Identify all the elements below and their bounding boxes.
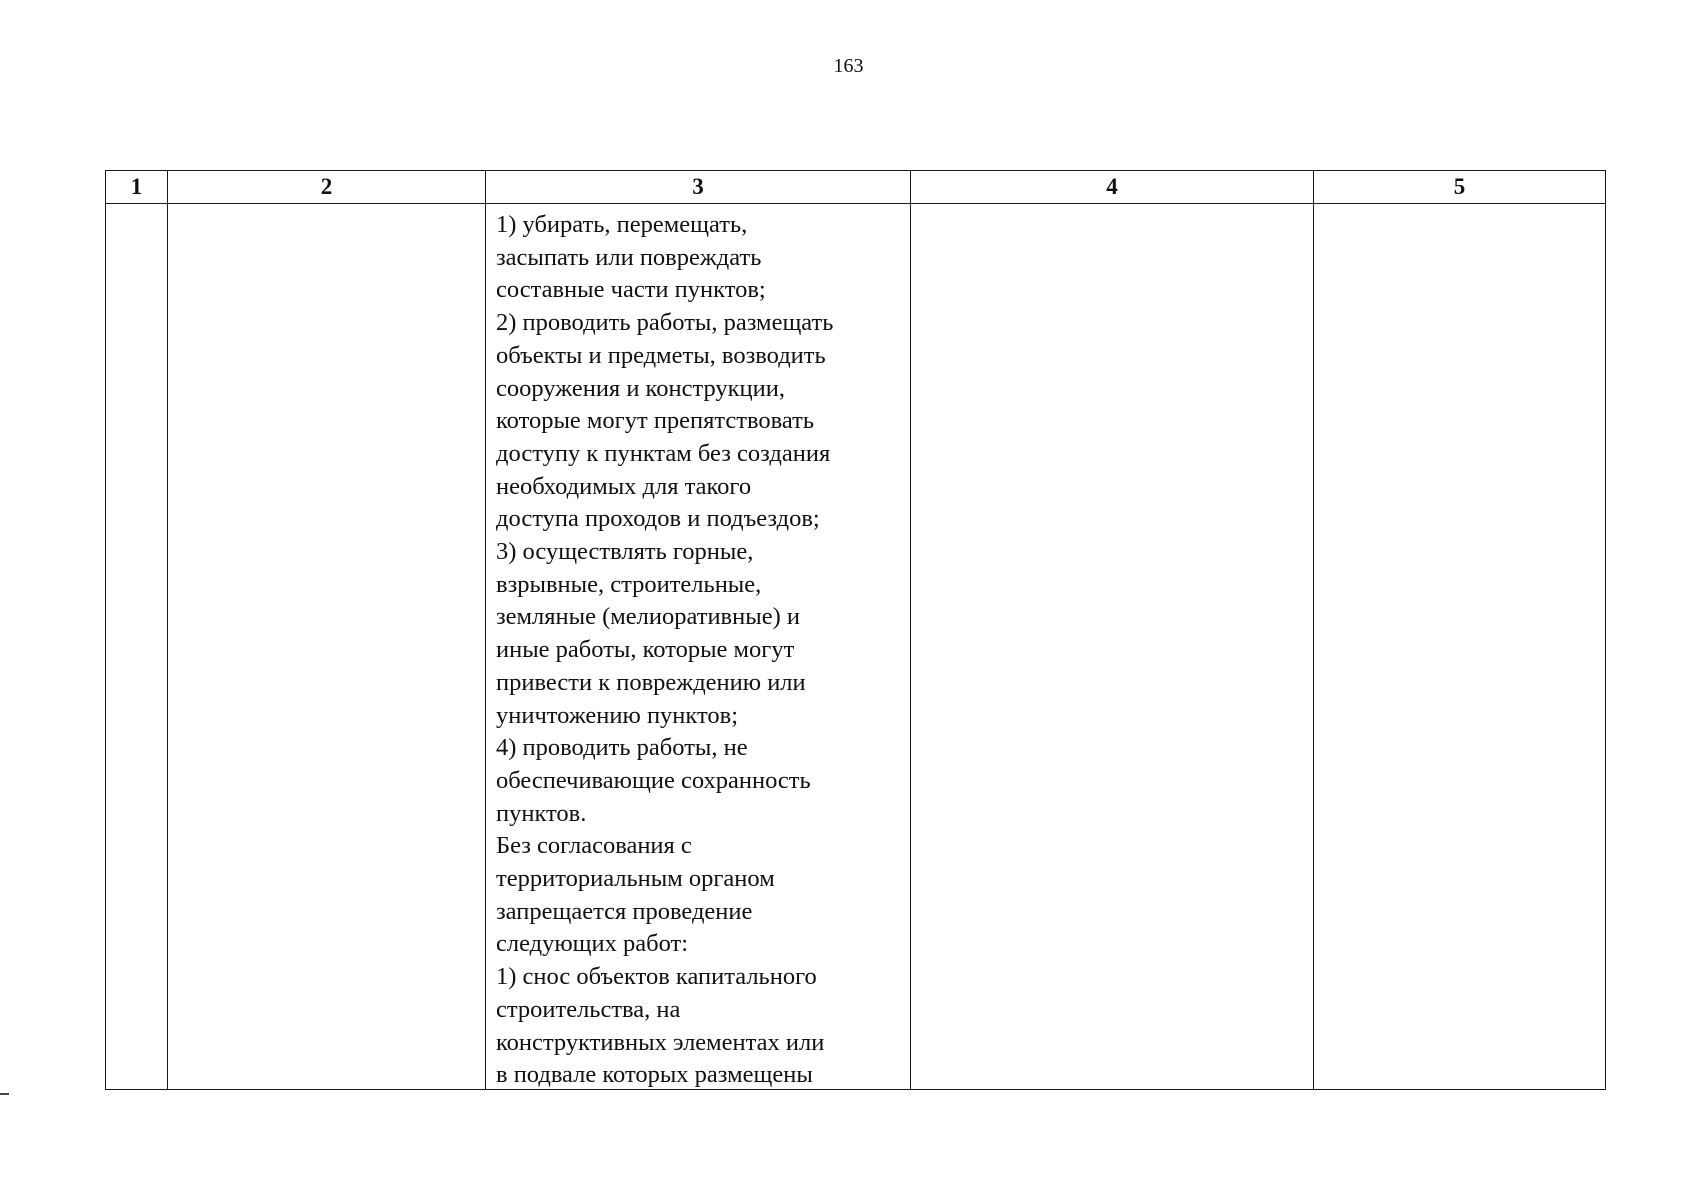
table-cell-col4 [911,204,1314,1090]
table-cell-col5 [1314,204,1606,1090]
text-line: следующих работ: [496,930,689,958]
column-header-1: 1 [106,171,168,204]
restrictions-text [486,204,910,1089]
text-line: конструктивных элементах или [496,1028,825,1056]
text-line: 1) убирать, перемещать, [496,211,748,238]
text-line: запрещается проведение [496,897,753,925]
text-line: 1) снос объектов капитального [496,963,817,991]
column-header-3: 3 [486,171,911,204]
text-line: доступа проходов и подъездов; [496,505,820,533]
scan-edge-mark [0,1093,9,1095]
text-line: пунктов. [496,799,587,827]
text-line: привести к повреждению или [496,668,806,696]
text-line: которые могут препятствовать [496,407,815,435]
table-header-row [106,171,1606,204]
text-line: объекты и предметы, возводить [496,341,826,369]
text-line: необходимых для такого [496,472,752,500]
text-line: 3) осуществлять горные, [496,538,754,566]
column-header-2: 2 [168,171,486,204]
text-line: обеспечивающие сохранность [496,766,811,794]
text-line: взрывные, строительные, [496,570,762,598]
text-line: уничтожению пунктов; [496,701,739,729]
text-line: засыпать или повреждать [496,243,762,271]
text-line: Без согласования с [496,832,692,860]
text-line: сооружения и конструкции, [496,374,785,402]
column-header-5: 5 [1314,171,1606,204]
table-row [106,204,1606,1090]
page-number: 163 [833,55,864,77]
text-line: иные работы, которые могут [496,636,795,664]
text-line: составные части пунктов; [496,276,766,304]
document-table [105,170,1606,1090]
table-cell-col2 [168,204,486,1090]
text-line: территориальным органом [496,865,775,893]
table-cell-col3 [486,204,911,1090]
text-line: 2) проводить работы, размещать [496,309,834,337]
column-header-4: 4 [911,171,1314,204]
text-line: в подвале которых размещены [496,1061,813,1089]
table-cell-col1 [106,204,168,1090]
text-line: строительства, на [496,995,681,1023]
text-line: земляные (мелиоративные) и [496,603,800,631]
text-line: 4) проводить работы, не [496,734,748,762]
text-line: доступу к пунктам без создания [496,439,831,467]
